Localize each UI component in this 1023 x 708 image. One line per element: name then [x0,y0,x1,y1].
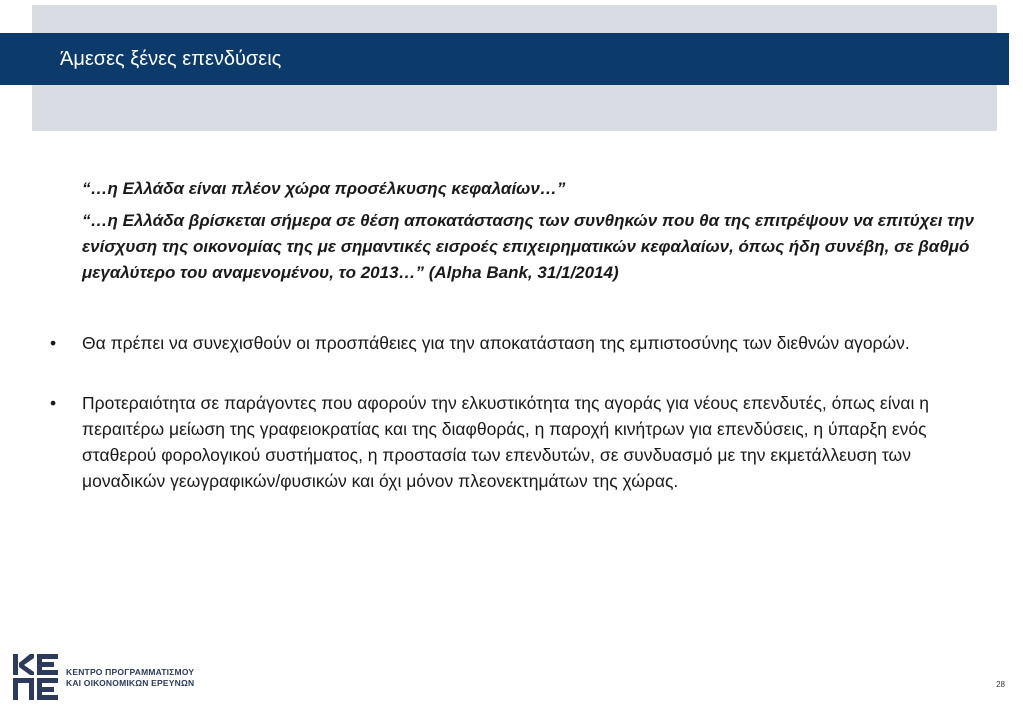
bullet-marker: • [50,393,57,413]
logo-text [66,667,194,689]
bullet-text: Θα πρέπει να συνεχισθούν οι προσπάθειες για την αποκατάσταση της εμπιστοσύνης των διεθνών αγορών. [82,333,910,353]
quote-1: “…η Ελλάδα είναι πλέον χώρα προσέλκυσης κεφαλαίων…” [82,179,566,198]
kepe-logo-icon [12,653,60,701]
title-bar [0,33,1009,85]
bullet-text: Προτεραιότητα σε παράγοντες που αφορούν την ελκυστικότητα της αγοράς για νέους επενδυτές, όπως είναι η περαιτέρω μείωση της γραφειοκρατίας και της διαφθοράς, η παροχή κινήτρων για επενδύσεις, η ύπαρξη ενός σταθερού φορολογικού συστήματος, η προστασία των επενδυτών, σε συνδυασμό με την εκμετάλλευση των μοναδικών γεωγραφικών/φυσικών και όχι μόνον πλεονεκτημάτων της χώρας. [82,393,929,491]
bullet-marker: • [50,333,57,353]
page-number: 28 [996,680,1005,689]
quote-2: “…η Ελλάδα βρίσκεται σήμερα σε θέση αποκατάστασης των συνθηκών που θα της επιτρέψουν να επιτύχει την ενίσχυση της οικονομίας της με σημαντικές εισροές επιχειρηματικών κεφαλαίων, όπως ήδη συνέβη, σε βαθμό μεγαλύτερο του αναμενομένου, το 2013…” (Alpha Bank, 31/1/2014) [82,211,974,282]
bullet-list [50,330,990,494]
logo-text-line2: ΚΑΙ ΟΙΚΟΝΟΜΙΚΩΝ ΕΡΕΥΝΩΝ [66,678,195,688]
slide-content [50,176,990,494]
bullet-item [50,390,990,494]
logo-text-line1: ΚΕΝΤΡΟ ΠΡΟΓΡΑΜΜΑΤΙΣΜΟΥ [66,667,195,677]
kepe-logo [12,653,222,703]
bullet-item [50,330,990,356]
slide-title: Άμεσες ξένες επενδύσεις [60,48,282,70]
